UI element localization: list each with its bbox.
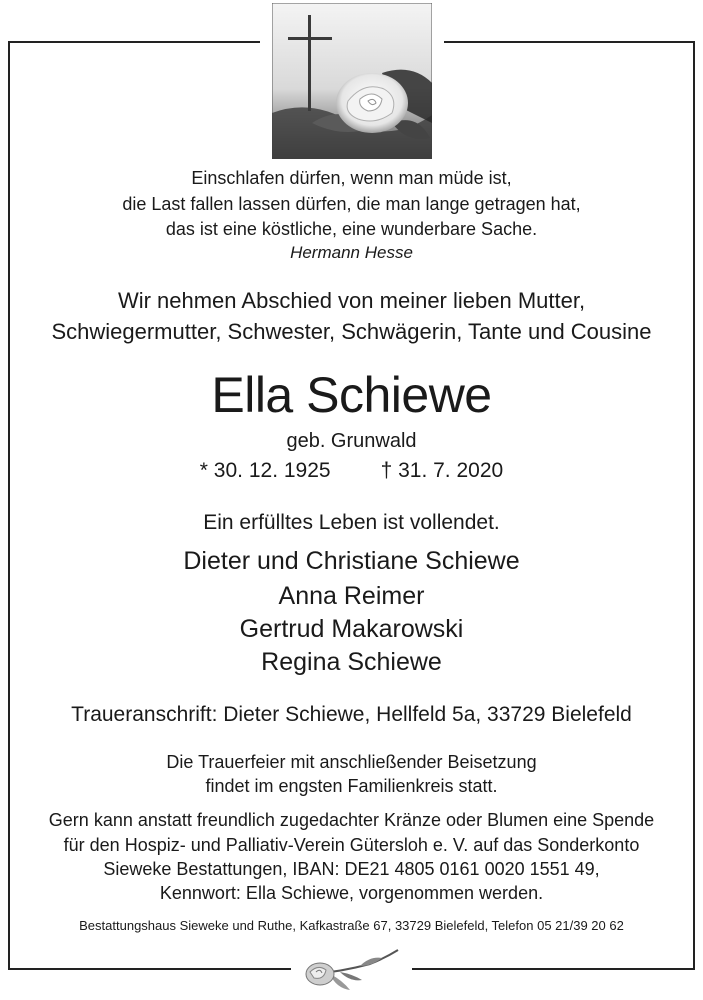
rose-icon: [300, 944, 405, 996]
ceremony-line: findet im engsten Familienkreis statt.: [205, 776, 498, 796]
death-date: † 31. 7. 2020: [380, 459, 504, 482]
intro-line: Wir nehmen Abschied von meiner lieben Mutter,: [117, 288, 586, 313]
maiden-name: geb. Grunwald: [286, 430, 417, 452]
donation-line: Gern kann anstatt freundlich zugedachter Kränze oder Blumen eine Spende: [48, 810, 655, 830]
intro-line: Schwiegermutter, Schwester, Schwägerin, Tante und Cousine: [51, 319, 652, 344]
deceased-name: Ella Schiewe: [211, 367, 492, 423]
ceremony-line: Die Trauerfeier mit anschließender Beisetzung: [166, 752, 537, 772]
funeral-home-footer: Bestattungshaus Sieweke und Ruthe, Kafkastraße 67, 33729 Bielefeld, Telefon 05 21/39 20 62: [79, 918, 624, 933]
mourner-name: Anna Reimer: [278, 582, 425, 610]
frame-border-bottom-right: [412, 968, 695, 970]
life-dates: [10, 459, 693, 483]
donation-line: Sieweke Bestattungen, IBAN: DE21 4805 0161 0020 1551 49,: [103, 859, 600, 879]
cross-and-rose-icon: [272, 3, 432, 159]
birth-date: * 30. 12. 1925: [199, 459, 331, 482]
frame-border-top-right: [444, 41, 695, 43]
donation-line: für den Hospiz- und Palliativ-Verein Gütersloh e. V. auf das Sonderkonto: [63, 835, 640, 855]
quote-line: das ist eine köstliche, eine wunderbare Sache.: [165, 219, 538, 239]
mourner-name: Gertrud Makarowski: [239, 615, 464, 643]
frame-border-bottom-left: [8, 968, 291, 970]
quote-line: die Last fallen lassen dürfen, die man lange getragen hat,: [122, 194, 581, 214]
quote-line: Einschlafen dürfen, wenn man müde ist,: [191, 168, 512, 188]
frame-border-top-left: [8, 41, 260, 43]
mourner-name: Regina Schiewe: [261, 648, 442, 676]
frame-border-right: [693, 41, 695, 970]
closing-line: Ein erfülltes Leben ist vollendet.: [203, 511, 500, 534]
quote-author: Hermann Hesse: [290, 243, 413, 262]
mourner-name: Dieter und Christiane Schiewe: [183, 547, 520, 575]
mourning-address: Traueranschrift: Dieter Schiewe, Hellfeld 5a, 33729 Bielefeld: [71, 703, 632, 726]
donation-line: Kennwort: Ella Schiewe, vorgenommen werden.: [159, 883, 544, 903]
